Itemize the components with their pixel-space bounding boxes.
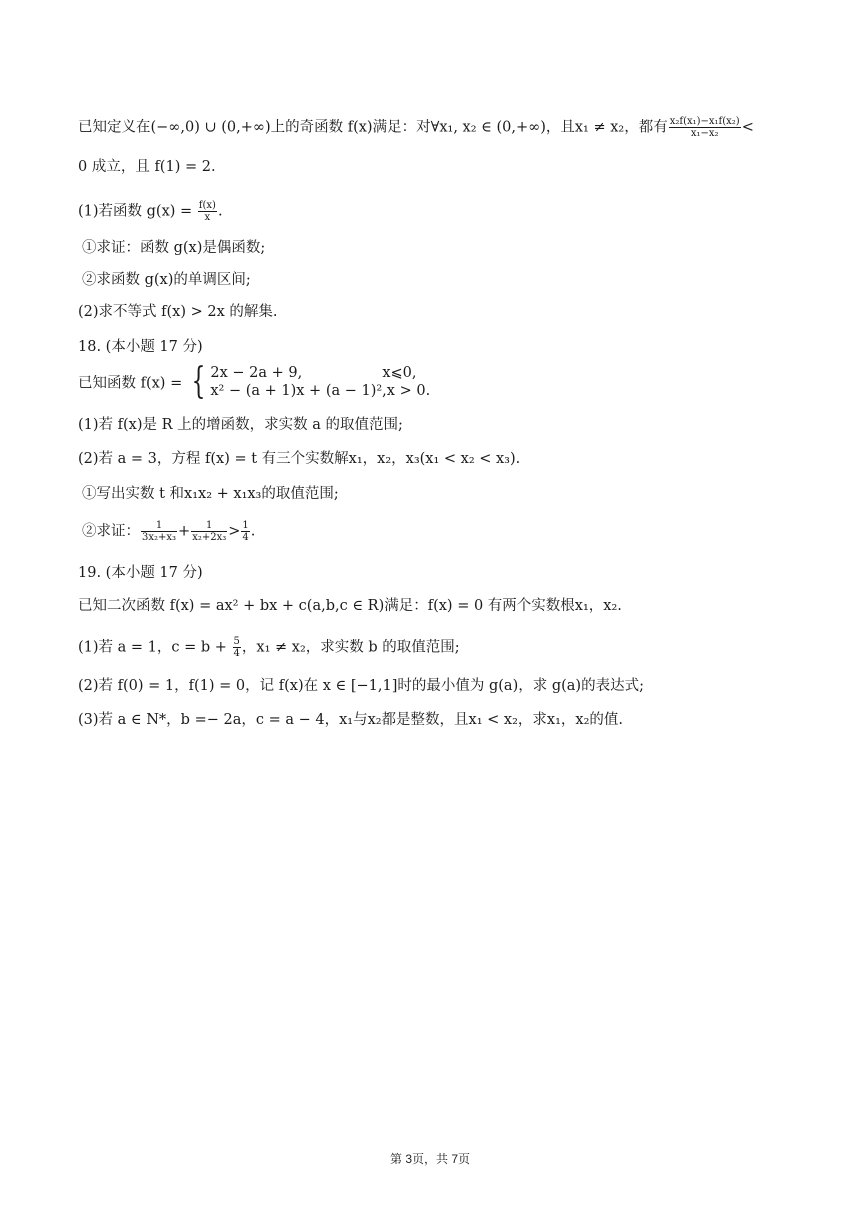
p18-def-text: 已知函数 f(x) = <box>78 375 183 392</box>
p19-intro: 已知二次函数 f(x) = ax² + bx + c(a,b,c ∈ R)满足：f(x) = 0 有两个实数根x₁，x₂. <box>78 598 622 614</box>
p19-part1-rest: ，x₁ ≠ x₂，求实数 b 的取值范围; <box>241 639 460 656</box>
p19-header: 19. (本小题 17 分) <box>78 565 203 581</box>
fraction-1-over-3x2-plus-x3 <box>141 520 177 543</box>
p17-condition-fraction <box>669 116 741 139</box>
fraction-denominator: x <box>204 212 211 223</box>
p17-part1-b: ②求函数 g(x)的单调区间; <box>82 272 251 288</box>
p18-header: 18. (本小题 17 分) <box>78 339 203 355</box>
p19-part1-text: (1)若 a = 1，c = b + <box>78 639 227 656</box>
fraction-denominator: 4 <box>242 532 249 543</box>
p18-part2-a: ①写出实数 t 和x₁x₂ + x₁x₃的取值范围; <box>82 486 339 502</box>
case-1-expression: 2x − 2a + 9, <box>210 365 303 381</box>
case-1-condition: x⩽0, <box>382 365 417 381</box>
case-2-condition: x > 0. <box>386 383 431 399</box>
fraction-denominator: 3x₂+x₃ <box>142 532 177 543</box>
fraction-denominator: x₁−x₂ <box>690 128 719 139</box>
p18-part1: (1)若 f(x)是 R 上的增函数，求实数 a 的取值范围; <box>78 417 403 433</box>
period: . <box>217 203 223 220</box>
case-row-2 <box>210 382 430 400</box>
p19-part1 <box>78 636 460 659</box>
p19-part3: (3)若 a ∈ N*，b =− 2a，c = a − 4，x₁与x₂都是整数，且x₁ < x₂，求x₁，x₂的值. <box>78 712 623 728</box>
less-than-sign: < <box>741 119 754 136</box>
p17-part1-a: ①求证：函数 g(x)是偶函数; <box>82 240 266 256</box>
case-row-1 <box>210 364 430 382</box>
fraction-1-over-x2-plus-2x3 <box>191 520 227 543</box>
p18-proof-text: ②求证： <box>82 523 140 540</box>
fraction-numerator: 1 <box>141 520 177 532</box>
fraction-five-quarters <box>233 636 241 659</box>
fraction-denominator: x₂+2x₃ <box>192 532 227 543</box>
fraction-one-quarter <box>241 520 249 543</box>
period: . <box>250 523 256 540</box>
fraction-numerator: 5 <box>233 636 240 647</box>
p17-stem-text: 已知定义在(−∞,0) ∪ (0,+∞)上的奇函数 f(x)满足：对∀x₁, x₂ ∈ (0,+∞)，且x₁ ≠ x₂，都有 <box>78 119 668 136</box>
fraction-numerator: f(x) <box>198 200 216 211</box>
p18-part2: (2)若 a = 3，方程 f(x) = t 有三个实数解x₁，x₂，x₃(x₁ < x₂ < x₃). <box>78 451 521 467</box>
p17-part1-text: (1)若函数 g(x) = <box>78 203 193 220</box>
left-brace: { <box>191 361 206 402</box>
p17-line2: 0 成立，且 f(1) = 2. <box>78 159 216 175</box>
fraction-numerator: 1 <box>191 520 227 532</box>
g-definition-fraction <box>198 200 217 223</box>
p17-part2: (2)求不等式 f(x) > 2x 的解集. <box>78 304 278 320</box>
plus-sign: + <box>178 523 191 540</box>
p18-part2-b <box>82 520 255 543</box>
fraction-denominator: 4 <box>233 648 240 659</box>
page-footer: 第 3页，共 7页 <box>389 1152 471 1166</box>
p19-part2: (2)若 f(0) = 1，f(1) = 0，记 f(x)在 x ∈ [−1,1]时的最小值为 g(a)，求 g(a)的表达式; <box>78 678 644 694</box>
p18-definition <box>78 361 431 402</box>
p17-line1 <box>78 116 754 139</box>
fraction-numerator: 1 <box>242 520 249 531</box>
fraction-numerator: x₂f(x₁)−x₁f(x₂) <box>669 116 740 127</box>
greater-than-sign: > <box>228 523 241 540</box>
p17-part1 <box>78 200 223 223</box>
piecewise-cases <box>210 364 430 400</box>
case-2-expression: x² − (a + 1)x + (a − 1)², <box>210 383 387 399</box>
